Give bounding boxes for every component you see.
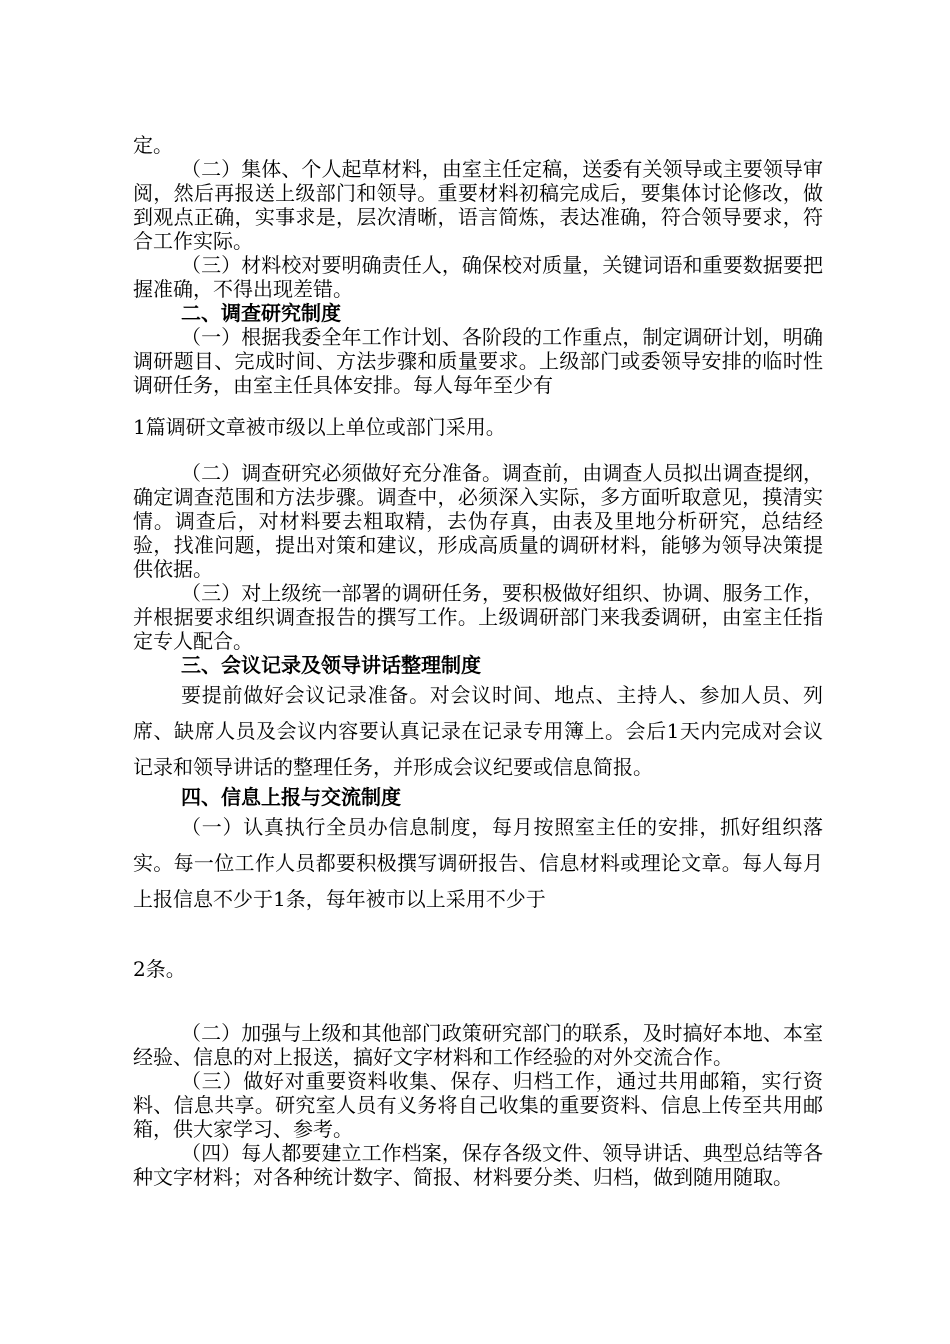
- paragraph-continuation: 定。: [133, 133, 173, 157]
- research-item-1-tail: 1篇调研文章被市级以上单位或部门采用。: [133, 415, 506, 439]
- research-item-3: （三）对上级统一部署的调研任务，要积极做好组织、协调、服务工作，并根据要求组织调查报告的撰写工作。上级调研部门来我委调研，由室主任指定专人配合。: [133, 581, 823, 653]
- research-item-2: （二）调查研究必须做好充分准备。调查前，由调查人员拟出调查提纲，确定调查范围和方法步骤。调查中，必须深入实际，多方面听取意见，摸清实情。调查后，对材料要去粗取精，去伪存真，由表及里地分析研究，总结经验，找准问题，提出对策和建议，形成高质量的调研材料，能够为领导决策提供依据。: [133, 461, 823, 581]
- paragraph-item-2: （二）集体、个人起草材料，由室主任定稿，送委有关领导或主要领导审阅，然后再报送上级部门和领导。重要材料初稿完成后，要集体讨论修改，做到观点正确，实事求是，层次清晰，语言简炼，表达准确，符合领导要求，符合工作实际。: [133, 157, 823, 253]
- research-item-1: （一）根据我委全年工作计划、各阶段的工作重点，制定调研计划，明确调研题目、完成时间、方法步骤和质量要求。上级部门或委领导安排的临时性调研任务，由室主任具体安排。每人每年至少有: [133, 325, 823, 397]
- section-heading-meeting: 三、会议记录及领导讲话整理制度: [181, 653, 481, 677]
- paragraph-item-3: （三）材料校对要明确责任人，确保校对质量，关键词语和重要数据要把握准确，不得出现差错。: [133, 253, 823, 301]
- information-item-4: （四）每人都要建立工作档案，保存各级文件、领导讲话、典型总结等各种文字材料；对各种统计数字、简报、材料要分类、归档，做到随用随取。: [133, 1141, 823, 1189]
- information-item-1: （一）认真执行全员办信息制度，每月按照室主任的安排，抓好组织落实。每一位工作人员都要积极撰写调研报告、信息材料或理论文章。每人每月上报信息不少于1条，每年被市以上采用不少于: [133, 815, 823, 911]
- section-heading-information: 四、信息上报与交流制度: [181, 785, 401, 809]
- section-heading-research: 二、调查研究制度: [181, 301, 341, 325]
- meeting-item-1: 要提前做好会议记录准备。对会议时间、地点、主持人、参加人员、列席、缺席人员及会议内容要认真记录在记录专用簿上。会后1天内完成对会议记录和领导讲话的整理任务，并形成会议纪要或信息简报。: [133, 683, 823, 779]
- information-item-2: （二）加强与上级和其他部门政策研究部门的联系，及时搞好本地、本室经验、信息的对上报送，搞好文字材料和工作经验的对外交流合作。: [133, 1021, 823, 1069]
- document-page: [133, 133, 823, 1189]
- information-item-1-tail: 2条。: [133, 957, 186, 981]
- information-item-3: （三）做好对重要资料收集、保存、归档工作，通过共用邮箱，实行资料、信息共享。研究室人员有义务将自己收集的重要资料、信息上传至共用邮箱，供大家学习、参考。: [133, 1069, 823, 1141]
